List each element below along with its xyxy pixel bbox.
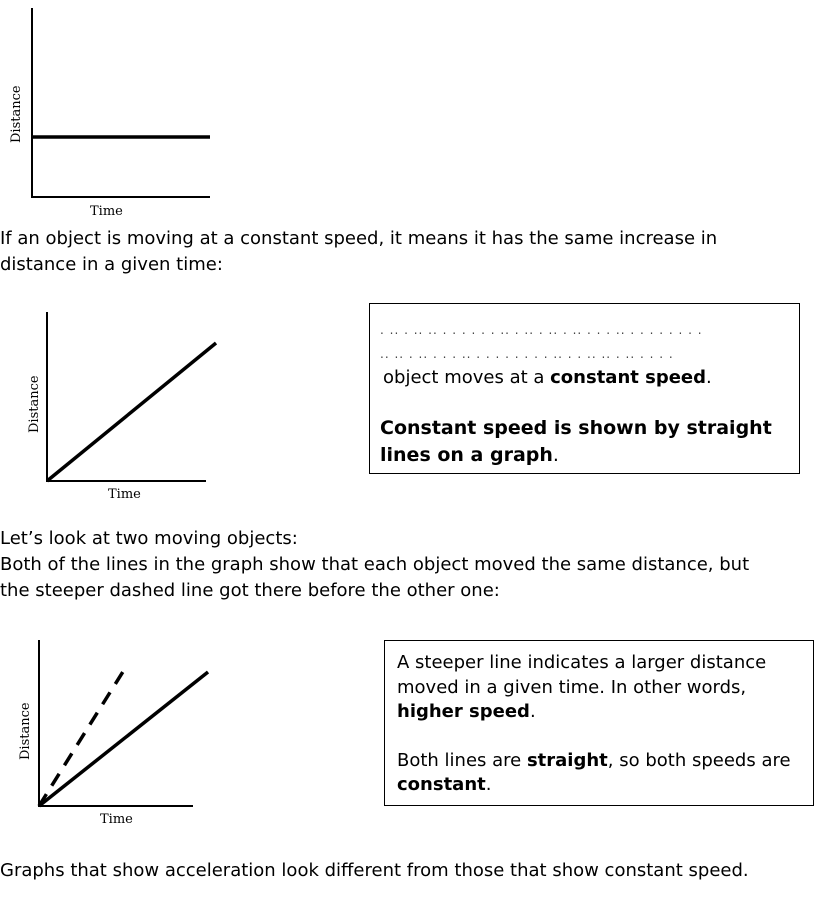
text-line: Let’s look at two moving objects: — [0, 528, 298, 549]
x-axis-label: Time — [90, 204, 123, 219]
paragraph-acceleration — [0, 858, 816, 884]
text: . — [485, 774, 492, 795]
distance-line-slower — [39, 672, 208, 806]
text-line: distance in a given time: — [0, 254, 223, 275]
text: . — [552, 443, 559, 466]
box-text-line — [380, 366, 789, 391]
box-paragraph — [397, 651, 801, 725]
x-axis-label: Time — [108, 487, 141, 502]
text-line: the steeper dashed line got there before the other one: — [0, 580, 500, 601]
text-line: Graphs that show acceleration look different from those that show constant speed. — [0, 860, 749, 881]
text: , so both speeds are — [607, 749, 791, 771]
info-box-constant-speed — [369, 303, 800, 474]
graph-stationary — [0, 0, 230, 225]
text: . — [706, 367, 712, 388]
text-line: If an object is moving at a constant speed, it means it has the same increase in — [0, 228, 718, 249]
text: . — [529, 701, 536, 722]
garbled-text-line: . .. . .. .. . . . . . . .. . .. . .. . .. . . . .. . . . . . . . . — [380, 324, 703, 336]
paragraph-two-objects — [0, 526, 816, 604]
box-paragraph — [397, 749, 801, 798]
bold-text: straight — [526, 749, 608, 771]
y-axis-label: Distance — [18, 702, 33, 760]
box-key-statement — [380, 415, 789, 469]
bold-text: constant — [397, 774, 486, 795]
graph-constant-speed — [0, 300, 230, 505]
text-line: Both of the lines in the graph show that each object moved the same distance, but — [0, 554, 750, 575]
distance-line-steeper-dashed — [39, 670, 124, 806]
info-box-steeper-line — [384, 640, 814, 806]
paragraph-constant-speed — [0, 226, 816, 278]
bold-text: higher speed — [397, 701, 530, 722]
bold-text: Constant speed is shown by straight lines on a graph — [380, 416, 772, 466]
y-axis-label: Distance — [27, 375, 42, 433]
y-axis-label: Distance — [9, 85, 24, 143]
text: A steeper line indicates a larger distance moved in a given time. In other words, — [397, 652, 767, 698]
graph-two-speeds — [0, 630, 230, 835]
text: Both lines are — [397, 749, 527, 771]
distance-line-straight — [47, 343, 216, 481]
garbled-text-line: .. .. . .. . . . .. . . . . . . . . .. . . .. .. . .. . . . . — [380, 348, 674, 360]
bold-text: constant speed — [550, 367, 707, 388]
text: object moves at a — [383, 367, 551, 388]
x-axis-label: Time — [100, 812, 133, 827]
